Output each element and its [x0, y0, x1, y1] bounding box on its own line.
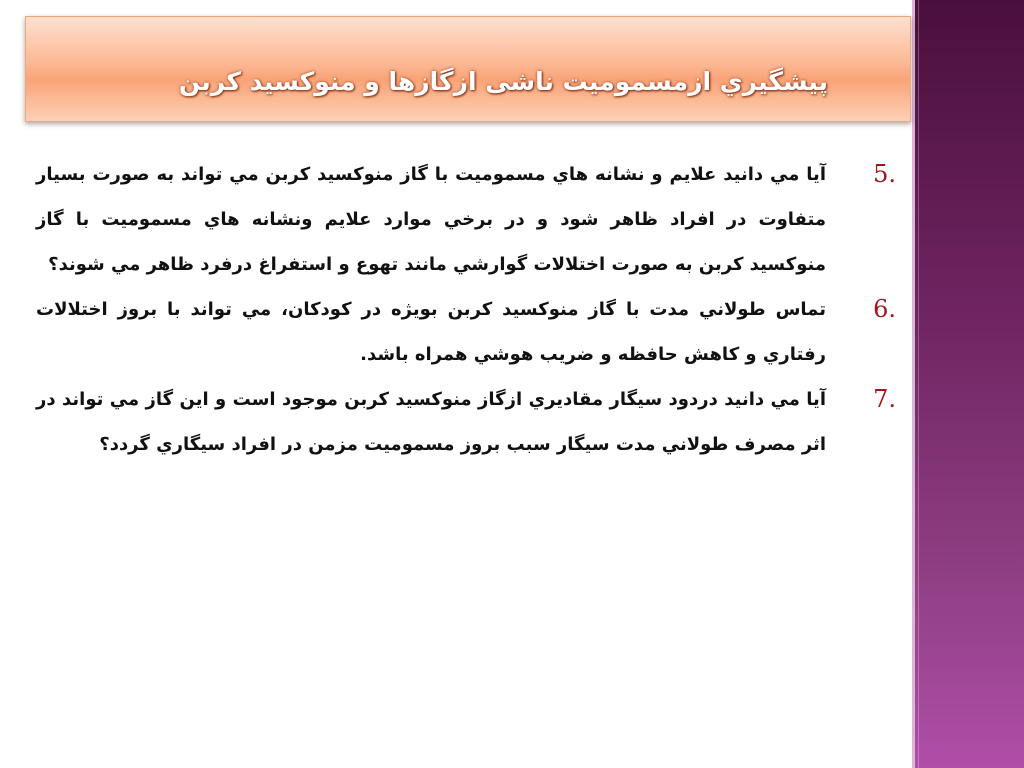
list-item: [36, 377, 896, 467]
list-item-number: 5.: [873, 160, 896, 188]
list-item-number: 6.: [873, 295, 896, 323]
list-item-number: 7.: [873, 385, 896, 413]
title-banner: [25, 16, 911, 122]
slide-title: پيشگيري ازمسموميت ناشی ازگازها و منوکسيد کربن: [178, 67, 828, 96]
side-decorative-band: [912, 0, 1024, 768]
list-item-text: تماس طولاني مدت با گاز منوكسيد كربن بويژه در كودكان، مي تواند با بروز اختلالات رفتاري و كاهش حافظه و ضريب هوشي همراه باشد.: [36, 299, 826, 365]
slide-content: [36, 152, 896, 752]
list-item-text: آيا مي دانيد دردود سيگار مقاديري ازگاز منوكسيد كربن موجود است و اين گاز مي تواند در اثر مصرف طولاني مدت سيگار سبب بروز مسموميت مزمن در افراد سيگاري گردد؟: [36, 389, 826, 455]
list-item: [36, 287, 896, 377]
list-item: [36, 152, 896, 287]
list-item-text: آيا مي دانيد علايم و نشانه هاي مسموميت با گاز منوكسيد كربن مي تواند به صورت بسيار متفاوت در افراد ظاهر شود و در برخي موارد علايم ونشانه هاي مسموميت با گاز منوكسيد كربن به صورت اختلالات گوارشي مانند تهوع و استفراغ درفرد ظاهر مي شوند؟: [36, 164, 826, 275]
